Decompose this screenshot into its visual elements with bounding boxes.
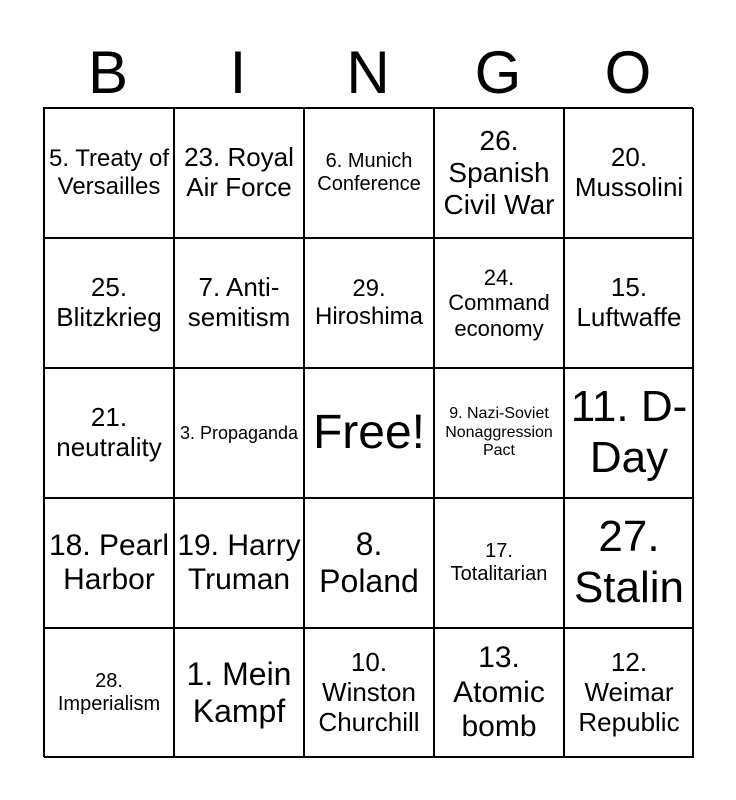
cell-text: 24. Command economy: [448, 265, 550, 341]
cell-text: 10. Winston Churchill: [318, 647, 420, 737]
cell-text: 29. Hiroshima: [314, 275, 424, 330]
cell-text: 13. Atomic bomb: [453, 641, 545, 744]
bingo-cell[interactable]: [434, 108, 564, 238]
cell-text: 11. D-Day: [570, 382, 688, 482]
cell-text: 8. Poland: [319, 526, 419, 599]
header-letter-n: N: [346, 39, 390, 106]
cell-text: 18. Pearl Harbor: [48, 528, 170, 596]
cell-text: 23. Royal Air Force: [184, 142, 294, 202]
bingo-cell[interactable]: [434, 498, 564, 628]
bingo-cell[interactable]: [174, 498, 304, 628]
bingo-cell[interactable]: [434, 238, 564, 368]
cell-text: 12. Weimar Republic: [578, 647, 680, 737]
bingo-header: [43, 40, 693, 106]
bingo-card-grid: [43, 107, 693, 757]
cell-text: 6. Munich Conference: [317, 150, 421, 195]
header-letter-b: B: [87, 39, 129, 106]
bingo-cell[interactable]: [174, 238, 304, 368]
cell-text: 9. Nazi-Soviet Nonaggression Pact: [445, 405, 553, 460]
bingo-cell[interactable]: [304, 628, 434, 758]
bingo-cell[interactable]: [44, 368, 174, 498]
bingo-cell[interactable]: [44, 628, 174, 758]
bingo-cell[interactable]: [564, 498, 694, 628]
bingo-cell-free[interactable]: [304, 368, 434, 498]
bingo-cell[interactable]: [304, 498, 434, 628]
bingo-cell[interactable]: [564, 238, 694, 368]
cell-text: 3. Propaganda: [179, 422, 299, 443]
header-letter-i: I: [229, 39, 247, 106]
cell-text: 1. Mein Kampf: [186, 656, 292, 729]
header-letter-o: O: [604, 39, 652, 106]
bingo-cell[interactable]: [44, 108, 174, 238]
bingo-cell[interactable]: [174, 628, 304, 758]
cell-text: 28. Imperialism: [57, 670, 161, 715]
header-letter-g: G: [474, 39, 522, 106]
bingo-cell[interactable]: [174, 368, 304, 498]
bingo-cell[interactable]: [174, 108, 304, 238]
cell-text: 17. Totalitarian: [450, 540, 548, 585]
cell-text: 20. Mussolini: [574, 142, 684, 202]
bingo-cell[interactable]: [304, 108, 434, 238]
cell-text: 27. Stalin: [573, 512, 685, 612]
cell-text: 26. Spanish Civil War: [443, 124, 555, 221]
cell-text: 15. Luftwaffe: [576, 272, 682, 332]
cell-text: 7. Anti-semitism: [187, 272, 291, 332]
bingo-cell[interactable]: [434, 368, 564, 498]
bingo-cell[interactable]: [434, 628, 564, 758]
cell-text: 19. Harry Truman: [177, 528, 301, 596]
bingo-cell[interactable]: [44, 498, 174, 628]
bingo-cell[interactable]: [564, 628, 694, 758]
bingo-cell[interactable]: [564, 108, 694, 238]
bingo-cell[interactable]: [564, 368, 694, 498]
cell-text: 5. Treaty of Versailles: [48, 145, 170, 200]
bingo-cell[interactable]: [304, 238, 434, 368]
cell-text: 21. neutrality: [56, 402, 162, 462]
bingo-cell[interactable]: [44, 238, 174, 368]
free-space-text: Free!: [312, 406, 426, 460]
cell-text: 25. Blitzkrieg: [56, 272, 162, 332]
